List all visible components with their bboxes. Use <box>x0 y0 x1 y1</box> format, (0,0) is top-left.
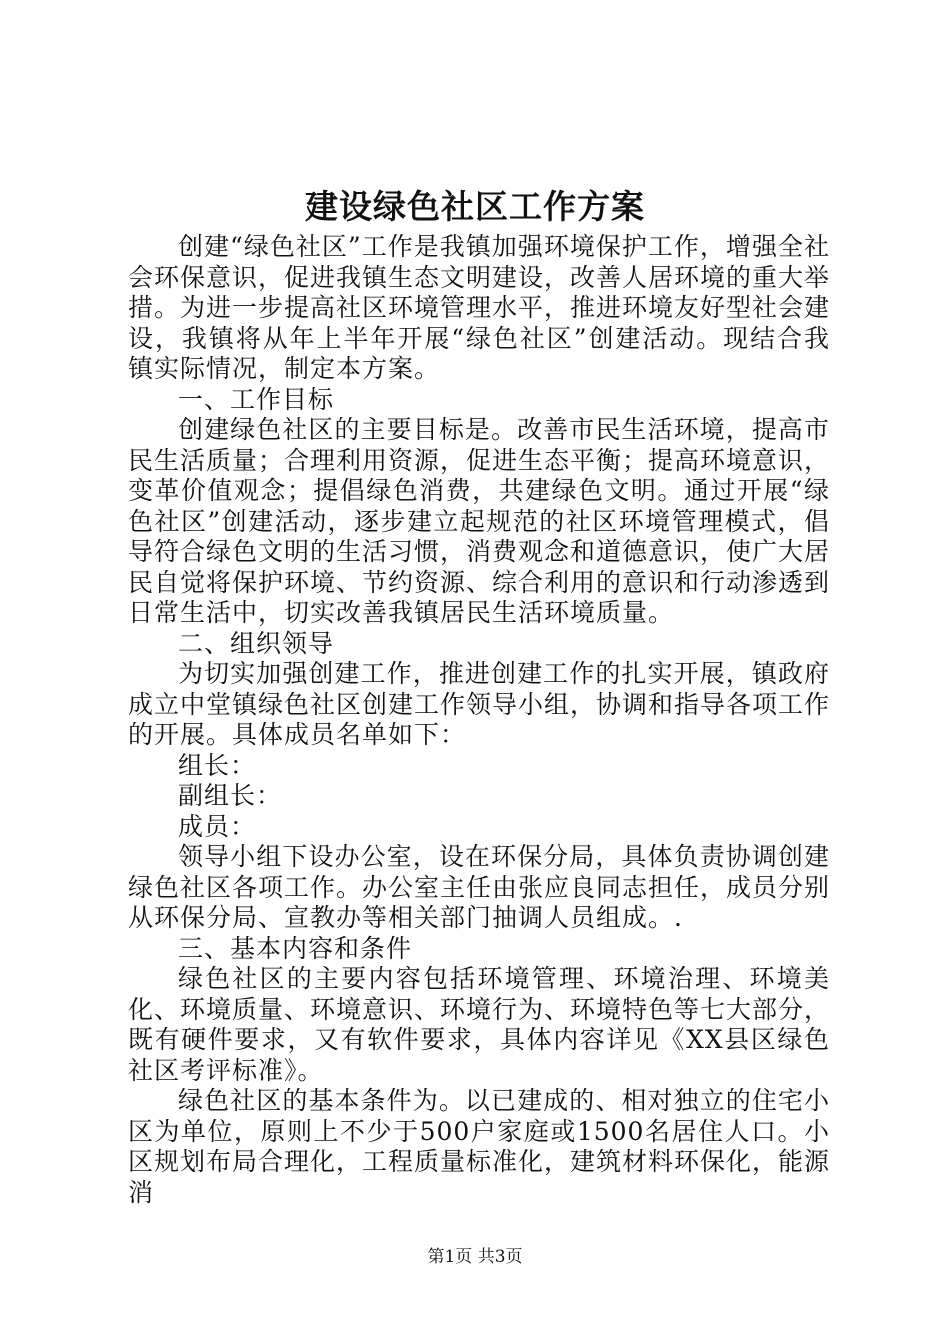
document-title: 建设绿色社区工作方案 <box>305 187 645 226</box>
intro-paragraph: 创建“绿色社区”工作是我镇加强环境保护工作，增强全社会环保意识，促进我镇生态文明建设，改善人居环境的重大举措。为进一步提高社区环境管理水平，推进环境友好型社会建设，我镇将从年上半年开展“绿色社区”创建活动。现结合我镇实际情况，制定本方案。 <box>128 232 831 383</box>
content-paragraph: 绿色社区的主要内容包括环境管理、环境治理、环境美化、环境质量、环境意识、环境行为、环境特色等七大部分，既有硬件要求，又有软件要求，具体内容详见《XX县区绿色社区考评标准》。 <box>128 964 831 1085</box>
leader-line: 组长： <box>178 750 257 780</box>
office-paragraph: 领导小组下设办公室，设在环保分局，具体负责协调创建绿色社区各项工作。办公室主任由张应良同志担任，成员分别从环保分局、宣教办等相关部门抽调人员组成。. <box>128 842 831 932</box>
members-line: 成员： <box>178 811 257 841</box>
document-body <box>128 232 830 1208</box>
section-heading-goals: 一、工作目标 <box>178 384 335 414</box>
deputy-leader-line: 副组长： <box>178 781 283 810</box>
goals-paragraph: 创建绿色社区的主要目标是。改善市民生活环境，提高市民生活质量；合理利用资源，促进生态平衡；提高环境意识，变革价值观念；提倡绿色消费，共建绿色文明。通过开展“绿色社区”创建活动，逐步建立起规范的社区环境管理模式，倡导符合绿色文明的生活习惯，消费观念和道德意识，使广大居民自觉将保护环境、节约资源、综合利用的意识和行动渗透到日常生活中，切实改善我镇居民生活环境质量。 <box>128 415 831 627</box>
page-footer: 第1页 共3页 <box>427 1247 523 1267</box>
conditions-paragraph: 绿色社区的基本条件为。以已建成的、相对独立的住宅小区为单位，原则上不少于500户家庭或1500名居住人口。小区规划布局合理化，工程质量标准化，建筑材料环保化，能源消 <box>128 1086 831 1207</box>
section-heading-leadership: 二、组织领导 <box>178 628 335 658</box>
section-heading-content: 三、基本内容和条件 <box>178 933 413 963</box>
leadership-paragraph: 为切实加强创建工作，推进创建工作的扎实开展，镇政府成立中堂镇绿色社区创建工作领导小组，协调和指导各项工作的开展。具体成员名单如下： <box>128 659 831 749</box>
